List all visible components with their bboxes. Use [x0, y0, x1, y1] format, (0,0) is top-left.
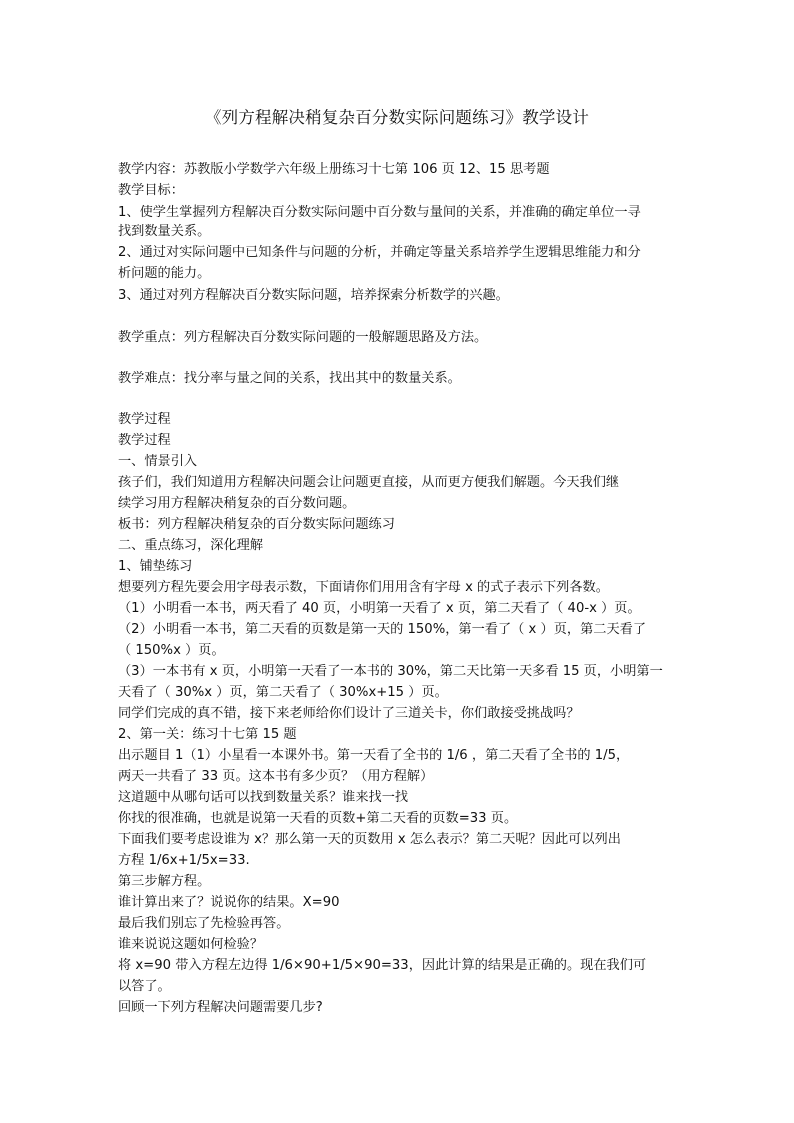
exercise-2-line-1: （2）小明看一本书，第二天看的页数是第一天的 150%，第一看了（ x ）页，第二天看了 [118, 622, 647, 637]
step-3-line: 第三步解方程。 [118, 874, 211, 889]
check-line-1: 将 x=90 带入方程左边得 1/6×90+1/5×90=33，因此计算的结果是正确的。现在我们可 [118, 958, 647, 973]
difficulty-line: 教学难点：找分率与量之间的关系，找出其中的数量关系。 [118, 371, 461, 386]
setup-line-2: 方程 1/6x+1/5x=33. [118, 853, 250, 868]
subsection-1-heading: 1、铺垫练习 [118, 559, 193, 574]
exercise-2-line-2: （ 150%x ）页。 [118, 643, 225, 658]
intro-paragraph-line-1: 孩子们，我们知道用方程解决问题会让问题更直接，从而更方便我们解题。今天我们继 [118, 475, 620, 490]
check-line-2: 以答了。 [118, 979, 171, 994]
section-2-heading: 二、重点练习，深化理解 [118, 538, 264, 553]
teaching-content-line: 教学内容：苏教版小学数学六年级上册练习十七第 106 页 12、15 思考题 [118, 162, 550, 177]
review-line: 回顾一下列方程解决问题需要几步? [118, 1000, 323, 1015]
goal-2-line-2: 析问题的能力。 [118, 266, 211, 281]
subsection-2-heading: 2、第一关：练习十七第 15 题 [118, 727, 297, 742]
blackboard-line: 板书：列方程解决稍复杂的百分数实际问题练习 [118, 517, 395, 532]
exercise-intro-line: 想要列方程先要会用字母表示数，下面请你们用用含有字母 x 的式子表示下列各数。 [118, 580, 609, 595]
result-line: 谁计算出来了？说说你的结果。X=90 [118, 895, 340, 910]
document-title: 《列方程解决稍复杂百分数实际问题练习》教学设计 [204, 108, 590, 127]
problem-line-2: 两天一共看了 33 页。这本书有多少页？（用方程解） [118, 769, 434, 784]
process-subheading: 教学过程 [118, 433, 171, 448]
goal-3-line: 3、通过对列方程解决百分数实际问题，培养探索分析数学的兴趣。 [118, 288, 509, 303]
process-heading: 教学过程 [118, 412, 171, 427]
goal-1-line-1: 1、使学生掌握列方程解决百分数实际问题中百分数与量间的关系，并准确的确定单位一寻 [118, 205, 641, 220]
setup-line-1: 下面我们要考虑设谁为 x？那么第一天的页数用 x 怎么表示？第二天呢？因此可以列出 [118, 832, 621, 847]
intro-paragraph-line-2: 续学习用方程解决稍复杂的百分数问题。 [118, 496, 356, 511]
goal-2-line-1: 2、通过对实际问题中已知条件与问题的分析，并确定等量关系培养学生逻辑思维能力和分 [118, 245, 641, 260]
exercise-1-line: （1）小明看一本书，两天看了 40 页，小明第一天看了 x 页，第二天看了（ 40-x ）页。 [118, 601, 641, 616]
check-reminder-line: 最后我们别忘了先检验再答。 [118, 916, 290, 931]
teaching-goals-heading: 教学目标： [118, 183, 184, 198]
relation-line: 你找的很准确，也就是说第一天看的页数+第二天看的页数=33 页。 [118, 811, 518, 826]
goal-1-line-2: 找到数量关系。 [118, 224, 211, 239]
check-question-line: 谁来说说这题如何检验？ [118, 937, 264, 952]
section-1-heading: 一、情景引入 [118, 454, 198, 469]
question-line: 这道题中从哪句话可以找到数量关系？谁来找一找 [118, 790, 409, 805]
exercise-3-line-1: （3）一本书有 x 页，小明第一天看了一本书的 30%，第二天比第一天多看 15 页，小明第一 [118, 664, 663, 679]
challenge-line: 同学们完成的真不错，接下来老师给你们设计了三道关卡，你们敢接受挑战吗？ [118, 706, 580, 721]
problem-line-1: 出示题目 1（1）小星看一本课外书。第一天看了全书的 1/6 ，第二天看了全书的 1/5， [118, 748, 630, 763]
key-point-line: 教学重点：列方程解决百分数实际问题的一般解题思路及方法。 [118, 330, 488, 345]
exercise-3-line-2: 天看了（ 30%x ）页，第二天看了（ 30%x+15 ）页。 [118, 685, 448, 700]
